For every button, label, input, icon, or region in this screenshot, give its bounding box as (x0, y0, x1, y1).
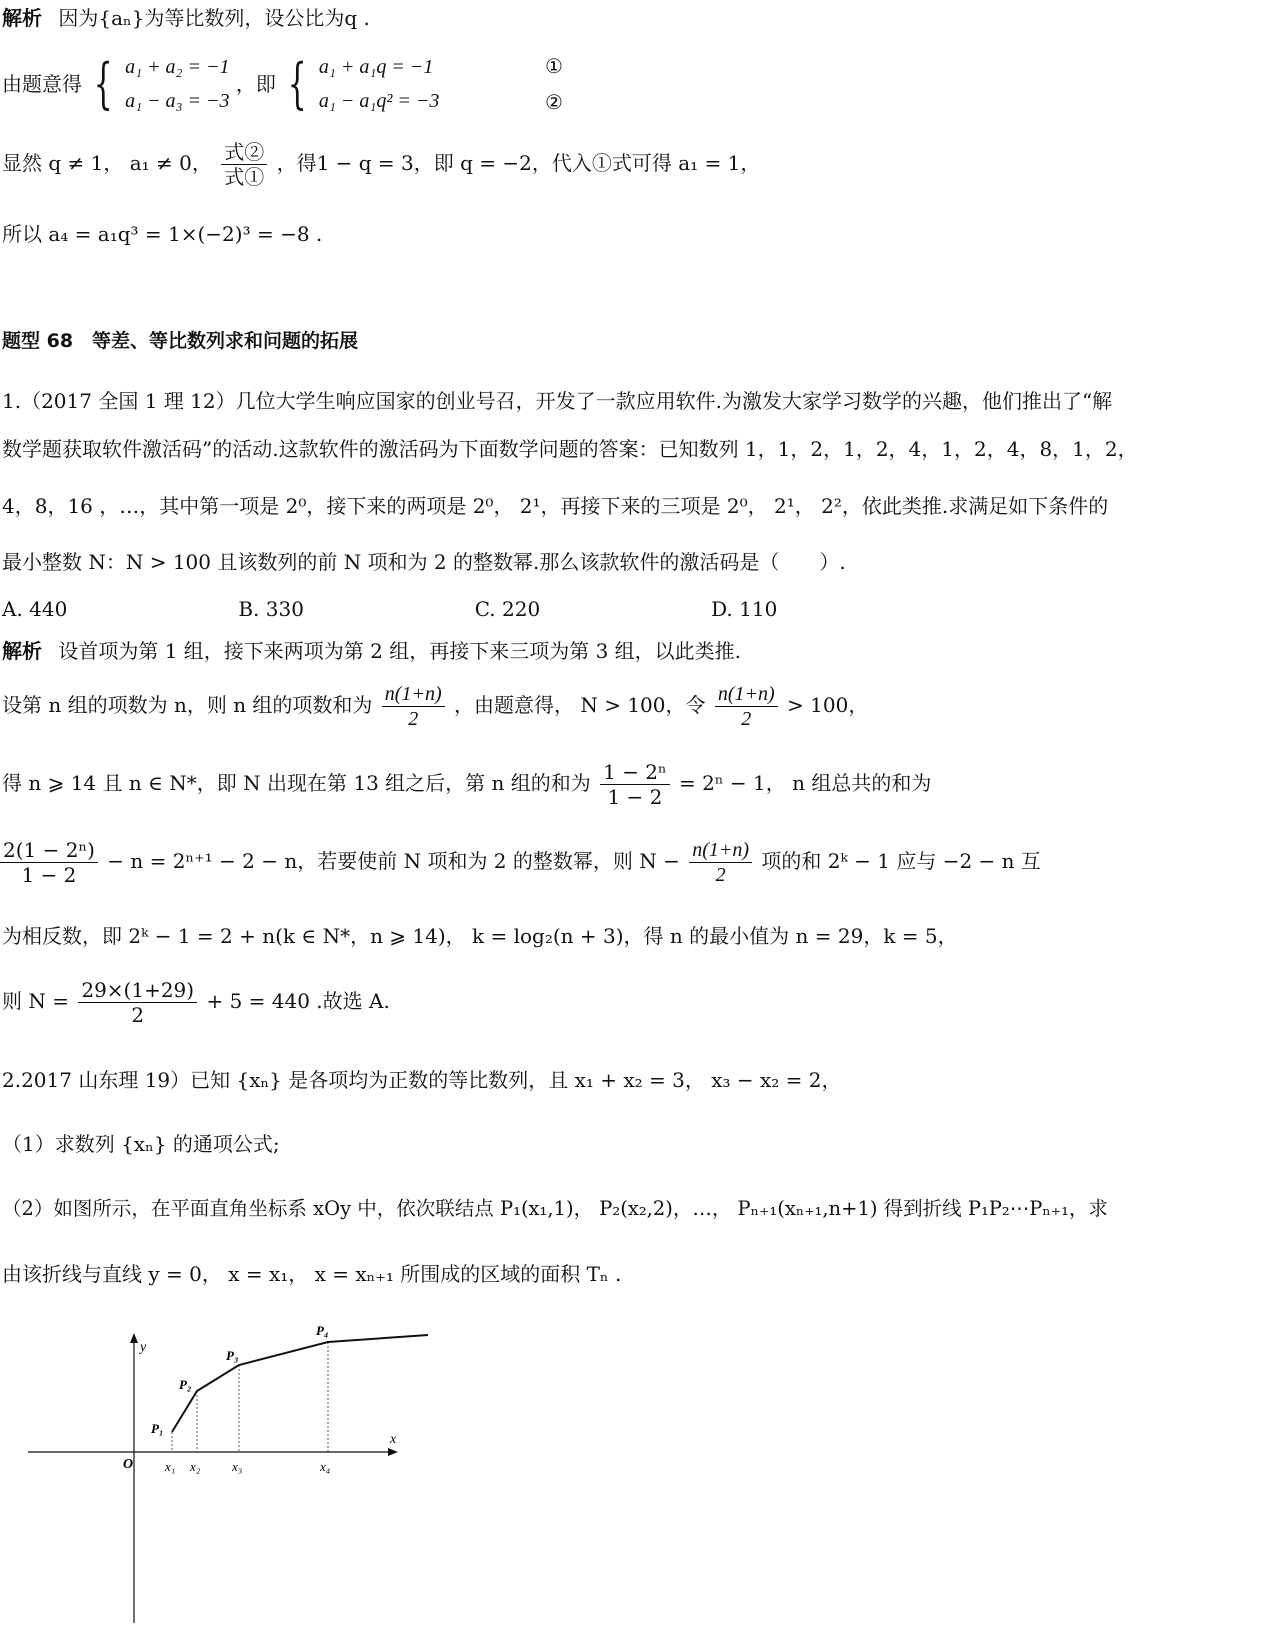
fraction-denominator: 式① (224, 165, 265, 189)
text: ，即 (235, 72, 276, 96)
fraction (382, 682, 445, 731)
problem-line: 最小整数 N：N > 100 且该数列的前 N 项和为 2 的整数幂.那么该款软件的激活码是（ ）. (2, 550, 846, 574)
solution-line (2, 222, 322, 246)
text: 由题意得 (2, 72, 82, 96)
problem-line: 由该折线与直线 y = 0， x = x₁， x = xₙ₊₁ 所围成的区域的面积 Tₙ . (2, 1262, 622, 1286)
equation: a₁ + a₂ = −1 (125, 56, 230, 78)
point-label-p2: P₂ (179, 1377, 192, 1392)
solution-label: 解析 (2, 6, 42, 30)
problem-line: （2）如图所示，在平面直角坐标系 xOy 中，依次联结点 P₁(x₁,1)， P₂(x₂,2)，…， Pₙ₊₁(xₙ₊₁,n+1) 得到折线 P₁P₂⋯Pₙ₊₁，求 (2, 1197, 1108, 1220)
point-label-p1: P₁ (151, 1421, 164, 1436)
xtick-x1: x₁ (165, 1459, 176, 1474)
text: 设首项为第 1 组，接下来两项为第 2 组，再接下来三项为第 3 组，以此类推. (58, 639, 742, 663)
text: = 2ⁿ − 1， n 组总共的和为 (679, 771, 932, 795)
text: > 100， (787, 693, 869, 717)
text: 项的和 2ᵏ − 1 应与 −2 − n 互 (761, 849, 1041, 873)
fraction (689, 838, 752, 887)
problem-line: 4，8，16 ，…，其中第一项是 2⁰，接下来的两项是 2⁰， 2¹，再接下来的三项是 2⁰， 2¹， 2²，依此类推.求满足如下条件的 (2, 494, 1109, 518)
xtick-x3: x₃ (232, 1459, 243, 1474)
polyline-figure (0, 1315, 450, 1625)
fraction (600, 760, 670, 809)
left-brace: { (287, 52, 307, 115)
fraction-numerator: 2(1 − 2ⁿ) (0, 838, 98, 863)
solution-line (2, 639, 741, 663)
solution-line (2, 760, 931, 809)
fraction-denominator: 2 (715, 864, 726, 886)
text: 显然 q ≠ 1， a₁ ≠ 0， (2, 151, 212, 175)
equation-system (125, 50, 229, 118)
solution-line: 为相反数，即 2ᵏ − 1 = 2 + n(k ∈ N*，n ⩾ 14)， k = log₂(n + 3)，得 n 的最小值为 n = 29，k = 5， (2, 924, 958, 948)
fraction (0, 838, 98, 887)
solution-line (0, 838, 1041, 887)
equation: a₁ + a₁q = −1 (318, 56, 434, 78)
point-label-p4: P₄ (316, 1323, 329, 1338)
fraction-numerator: 1 − 2ⁿ (600, 760, 670, 785)
option-d: D. 110 (711, 597, 778, 621)
fraction-denominator: 1 − 2 (21, 863, 77, 887)
text: 设第 n 组的项数为 n，则 n 组的项数和为 (2, 693, 373, 717)
fraction-numerator: 式② (221, 140, 267, 165)
solution-line (2, 6, 370, 30)
fraction-numerator: n(1+n) (689, 838, 752, 863)
fraction-numerator: n(1+n) (715, 682, 778, 707)
option-b: B. 330 (238, 597, 304, 621)
x-axis-label: x (390, 1432, 397, 1447)
text: ，由题意得， N > 100，令 (453, 693, 706, 717)
solution-line (2, 140, 760, 189)
problem-line: 2.2017 山东理 19）已知 {xₙ} 是各项均为正数的等比数列，且 x₁ + x₂ = 3， x₃ − x₂ = 2， (2, 1068, 842, 1092)
xtick-x2: x₂ (190, 1459, 201, 1474)
text: 得 n ⩾ 14 且 n ∈ N*，即 N 出现在第 13 组之后，第 n 组的和为 (2, 771, 591, 795)
equation-marker: ① (545, 54, 563, 78)
x-axis-arrow (388, 1448, 398, 1456)
option-c: C. 220 (474, 597, 541, 621)
equation: a₁ − a₃ = −3 (125, 90, 230, 112)
origin-label: O (123, 1457, 134, 1472)
equation-system-line (2, 50, 439, 118)
left-brace: { (94, 52, 113, 115)
text: 所以 a₄ = a₁q³ = 1×(−2)³ = −8 . (2, 222, 323, 246)
point-label-p3: P₃ (226, 1348, 239, 1363)
fraction-denominator: 1 − 2 (607, 785, 663, 809)
problem-line: 1.（2017 全国 1 理 12）几位大学生响应国家的创业号召，开发了一款应用软件.为激发大家学习数学的兴趣，他们推出了“解 (2, 389, 1113, 413)
fraction-numerator: n(1+n) (382, 682, 445, 707)
solution-line (2, 682, 868, 731)
text: ，得1 − q = 3，即 q = −2，代入①式可得 a₁ = 1， (276, 151, 761, 175)
fraction-denominator: 2 (408, 708, 419, 730)
y-axis-arrow (130, 1333, 138, 1343)
answer-options (2, 597, 941, 621)
fraction-denominator: 2 (741, 708, 752, 730)
section-title: 题型 68 等差、等比数列求和问题的拓展 (2, 330, 359, 352)
xtick-x4: x₄ (320, 1459, 331, 1474)
polyline-p1-pn (172, 1335, 428, 1432)
fraction-denominator: 2 (131, 1003, 145, 1027)
text: − n = 2ⁿ⁺¹ − 2 − n，若要使前 N 项和为 2 的整数幂，则 N − (107, 849, 680, 873)
equation-system (319, 50, 439, 118)
text: 因为{aₙ}为等比数列，设公比为q . (58, 6, 370, 30)
y-axis-label: y (140, 1340, 147, 1355)
fraction-numerator: 29×(1+29) (78, 978, 197, 1003)
option-a: A. 440 (2, 597, 68, 621)
problem-line: （1）求数列 {xₙ} 的通项公式; (2, 1132, 280, 1156)
solution-label: 解析 (2, 639, 42, 663)
fraction (221, 140, 267, 189)
equation-marker: ② (545, 90, 563, 114)
fraction (715, 682, 778, 731)
problem-line: 数学题获取软件激活码”的活动.这款软件的激活码为下面数学问题的答案：已知数列 1，1，2，1，2，4，1，2，4，8，1，2， (2, 437, 1138, 461)
fraction (78, 978, 197, 1027)
solution-line (2, 978, 390, 1027)
text: 则 N = (2, 989, 69, 1013)
equation: a₁ − a₁q² = −3 (318, 90, 440, 112)
text: + 5 = 440 .故选 A. (206, 989, 390, 1013)
